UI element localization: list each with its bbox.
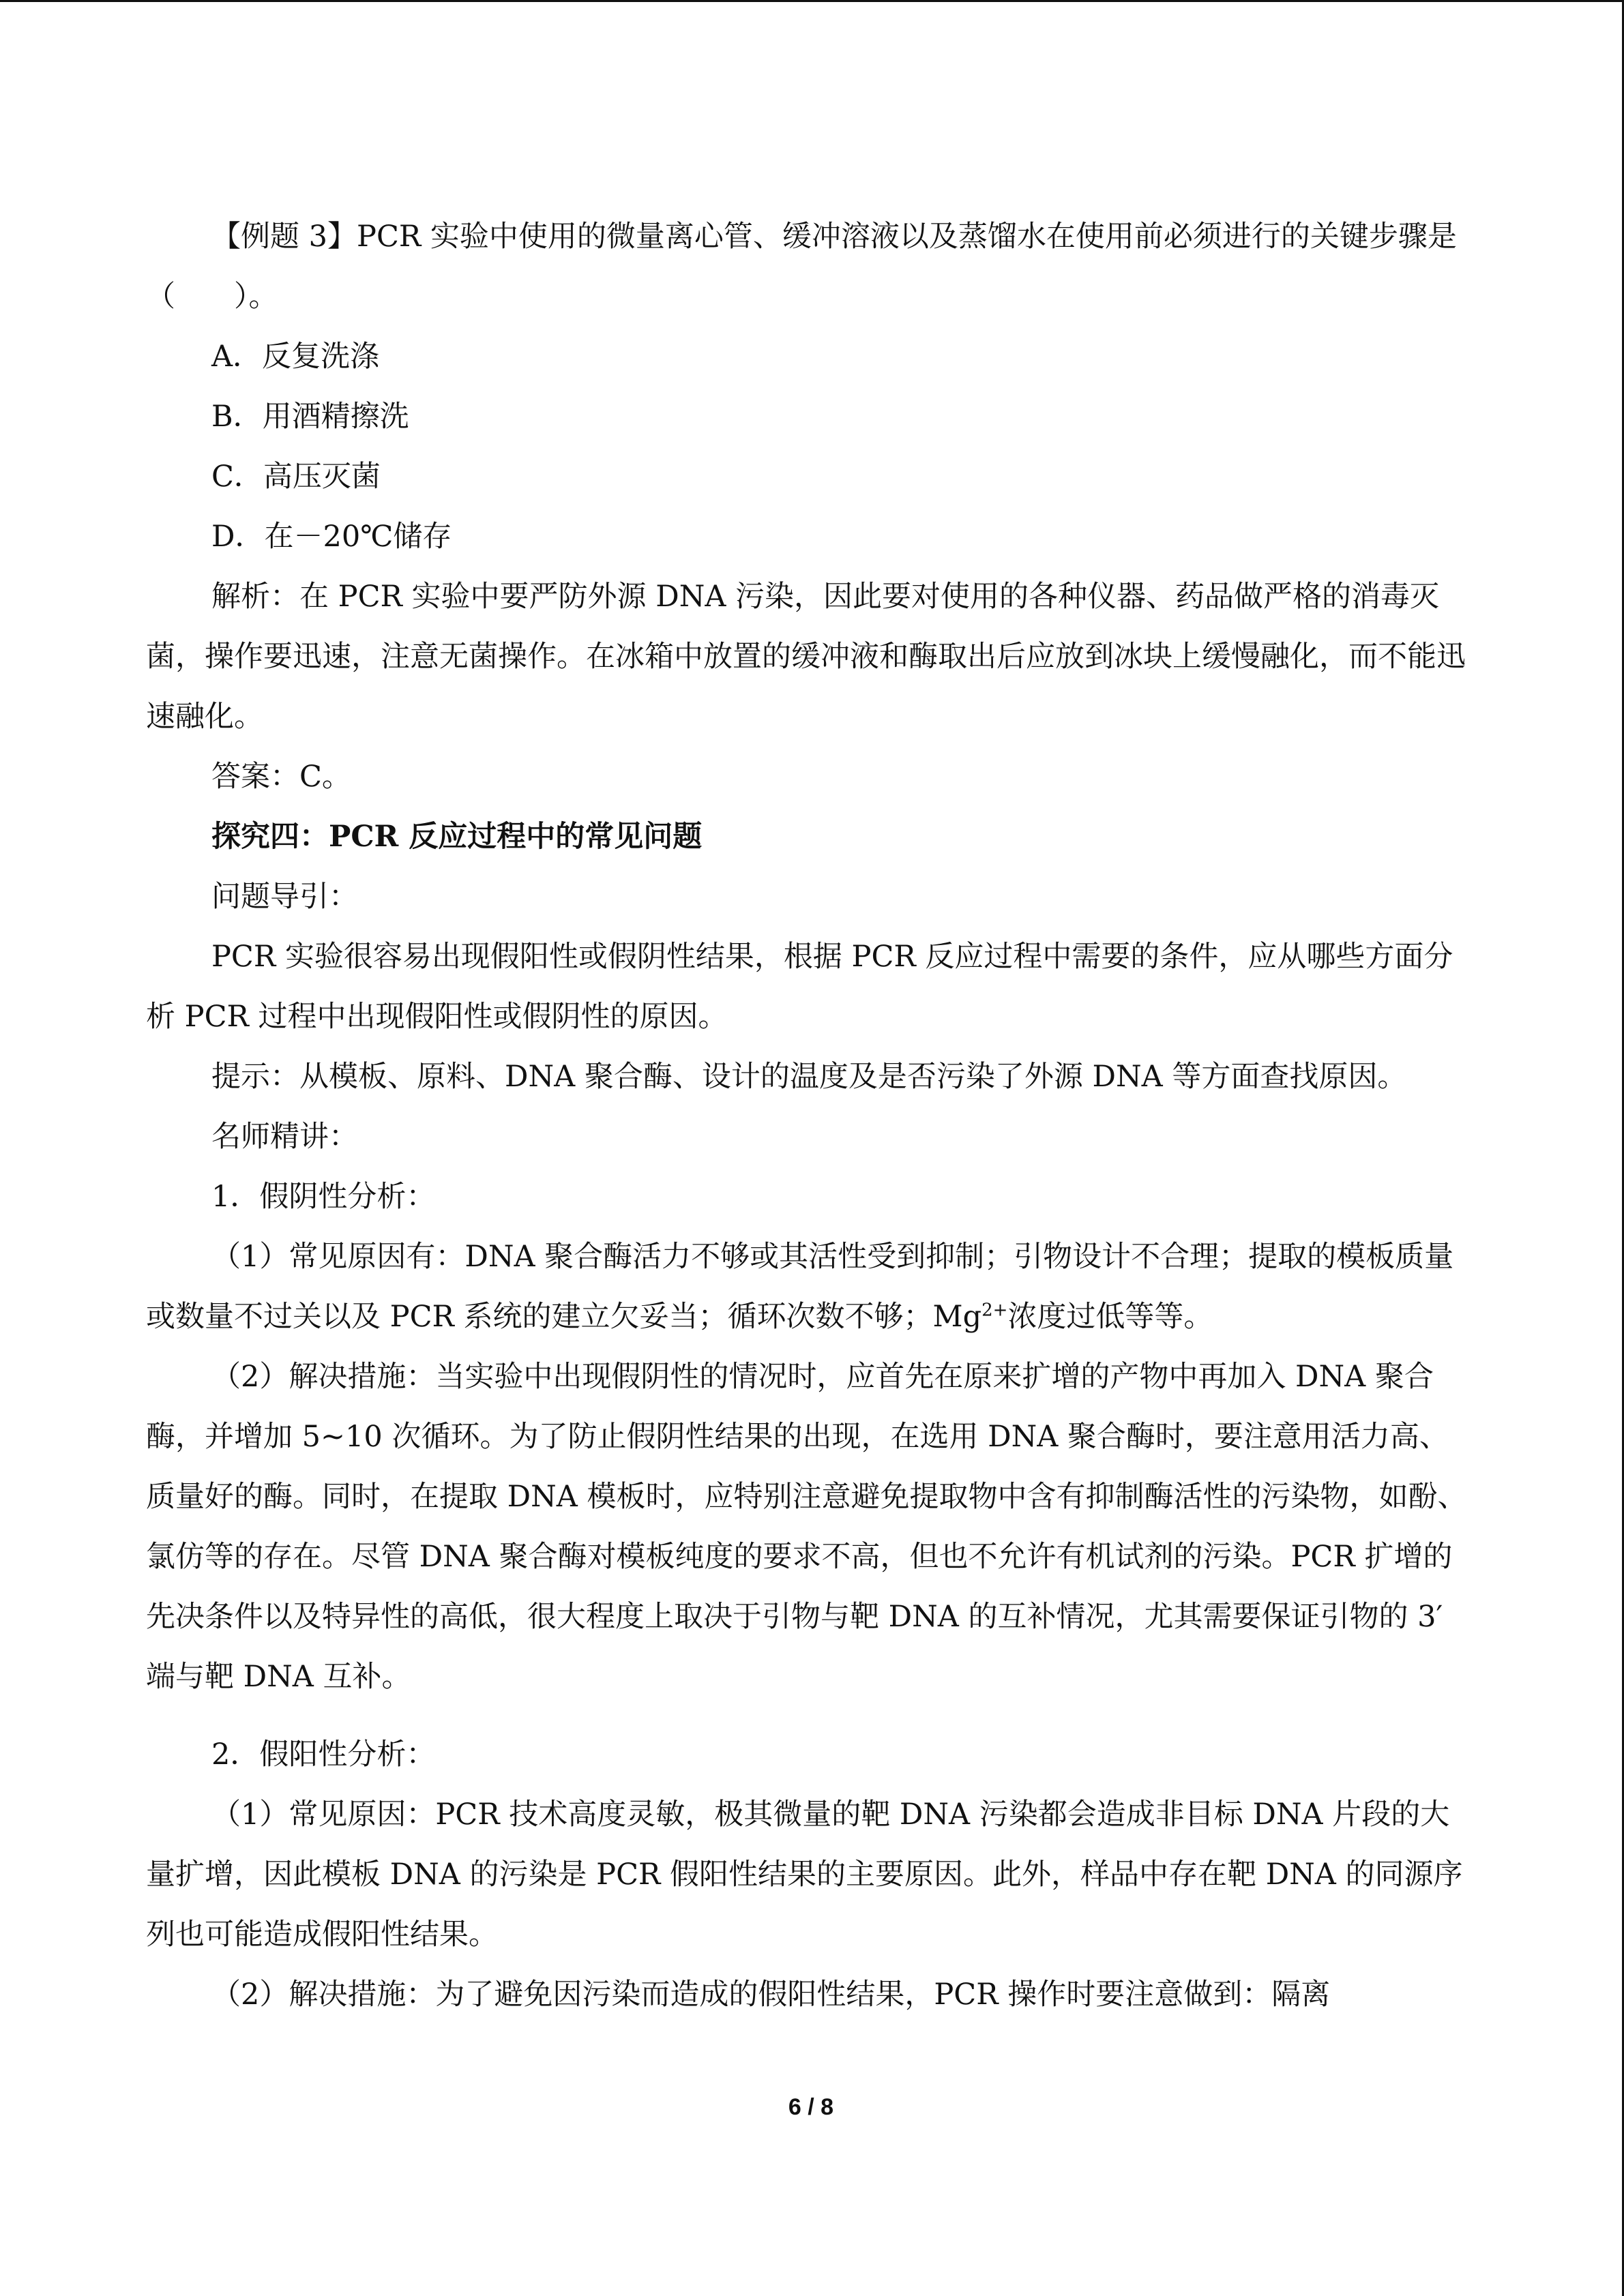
- analysis-paragraph: 解析：在 PCR 实验中要严防外源 DNA 污染，因此要对使用的各种仪器、药品做严格的消毒灭菌，操作要迅速，注意无菌操作。在冰箱中放置的缓冲液和酶取出后应放到冰块上缓慢融化，而不能迅速融化。: [146, 580, 1466, 734]
- lecture-label: 名师精讲：: [211, 1120, 358, 1154]
- option-a: A．反复洗涤: [211, 340, 380, 374]
- causes-tail: 浓度过低等等。: [1007, 1300, 1213, 1334]
- answer-line: 答案：C。: [211, 760, 351, 794]
- hint-paragraph: 提示：从模板、原料、DNA 聚合酶、设计的温度及是否污染了外源 DNA 等方面查找原因。: [211, 1060, 1407, 1094]
- option-c: C．高压灭菌: [211, 460, 381, 494]
- causes-text: （1）常见原因有：DNA 聚合酶活力不够或其活性受到抑制；引物设计不合理；提取的模板质量或数量不过关以及 PCR 系统的建立欠妥当；循环次数不够；Mg: [146, 1240, 1454, 1334]
- false-negative-causes: [146, 1227, 1476, 1347]
- mg-superscript: 2+: [981, 1300, 1008, 1321]
- paragraph-gap: [146, 1707, 1476, 1725]
- guide-label: 问题导引：: [211, 880, 358, 914]
- false-negative-measures: （2）解决措施：当实验中出现假阴性的情况时，应首先在原来扩增的产物中再加入 DNA 聚合酶，并增加 5~10 次循环。为了防止假阴性结果的出现，在选用 DNA 聚合酶时，要注意用活力高、质量好的酶。同时，在提取 DNA 模板时，应特别注意避免提取物中含有抑制酶活性的污染物，如酚、氯仿等的存在。尽管 DNA 聚合酶对模板纯度的要求不高，但也不允许有机试剂的污染。PCR 扩增的先决条件以及特异性的高低，很大程度上取决于引物与靶 DNA 的互补情况，尤其需要保证引物的 3′ 端与靶 DNA 互补。: [146, 1360, 1467, 1694]
- section-heading: 探究四：PCR 反应过程中的常见问题: [211, 820, 703, 854]
- option-d: D．在－20℃储存: [211, 520, 452, 554]
- false-positive-causes: （1）常见原因：PCR 技术高度灵敏，极其微量的靶 DNA 污染都会造成非目标 DNA 片段的大量扩增，因此模板 DNA 的污染是 PCR 假阳性结果的主要原因。此外，样品中存在靶 DNA 的同源序列也可能造成假阳性结果。: [146, 1798, 1463, 1952]
- example-question: 【例题 3】PCR 实验中使用的微量离心管、缓冲溶液以及蒸馏水在使用前必须进行的关键步骤是（ ）。: [146, 220, 1457, 314]
- guide-paragraph: PCR 实验很容易出现假阳性或假阴性结果，根据 PCR 反应过程中需要的条件，应从哪些方面分析 PCR 过程中出现假阳性或假阴性的原因。: [146, 940, 1453, 1034]
- page-number: 6 / 8: [788, 2094, 834, 2120]
- false-negative-title: 1．假阴性分析：: [211, 1180, 436, 1214]
- false-positive-title: 2．假阳性分析：: [211, 1738, 436, 1772]
- false-positive-measures: （2）解决措施：为了避免因污染而造成的假阳性结果，PCR 操作时要注意做到：隔离: [211, 1978, 1331, 2012]
- option-b: B．用酒精擦洗: [211, 400, 409, 434]
- page-content: [146, 207, 1476, 2025]
